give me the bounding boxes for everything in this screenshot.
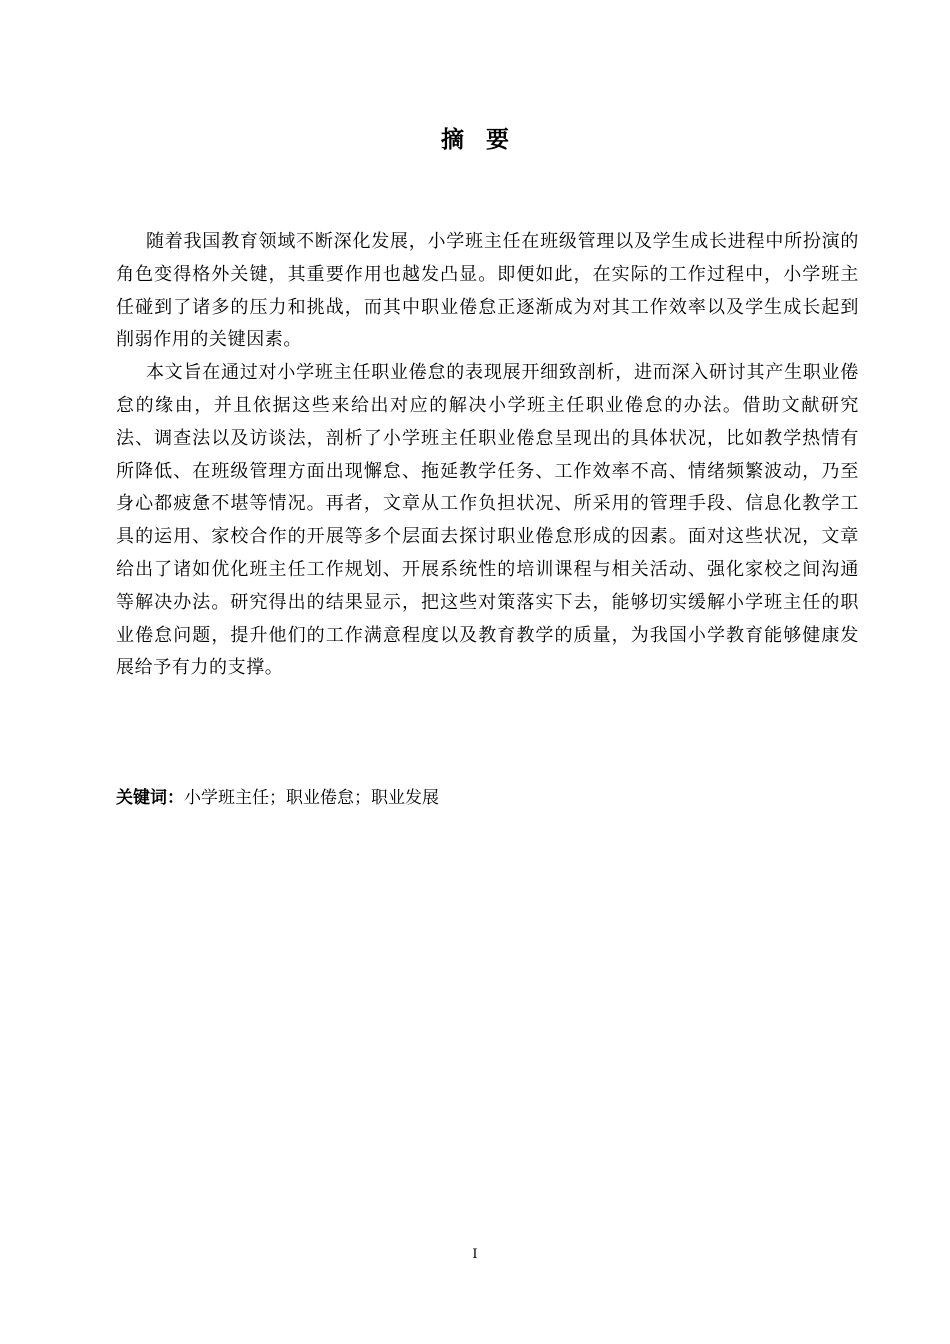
page-number: I [472,1247,478,1262]
page-title: 摘要 [441,127,531,153]
abstract-paragraph-1: 随着我国教育领域不断深化发展，小学班主任在班级管理以及学生成长进程中所扮演的角色变得格外关键，其重要作用也越发凸显。即便如此，在实际的工作过程中，小学班主任碰到了诸多的压力和挑战，而其中职业倦怠正逐渐成为对其工作效率以及学生成长起到削弱作用的关键因素。 [116,231,859,351]
abstract-body [116,226,859,685]
abstract-paragraph-2: 本文旨在通过对小学班主任职业倦怠的表现展开细致剖析，进而深入研讨其产生职业倦怠的缘由，并且依据这些来给出对应的解决小学班主任职业倦怠的办法。借助文献研究法、调查法以及访谈法，剖析了小学班主任职业倦怠呈现出的具体状况，比如教学热情有所降低、在班级管理方面出现懈怠、拖延教学任务、工作效率不高、情绪频繁波动，乃至身心都疲惫不堪等情况。再者，文章从工作负担状况、所采用的管理手段、信息化教学工具的运用、家校合作的开展等多个层面去探讨职业倦怠形成的因素。面对这些状况，文章给出了诸如优化班主任工作规划、开展系统性的培训课程与相关活动、强化家校之间沟通等解决办法。研究得出的结果显示，把这些对策落实下去，能够切实缓解小学班主任的职业倦怠问题，提升他们的工作满意程度以及教育教学的质量，为我国小学教育能够健康发展给予有力的支撑。 [116,362,859,679]
keywords-text: 小学班主任；职业倦怠；职业发展 [184,788,439,808]
keywords-line [116,784,859,812]
keywords-label: 关键词： [116,788,184,808]
